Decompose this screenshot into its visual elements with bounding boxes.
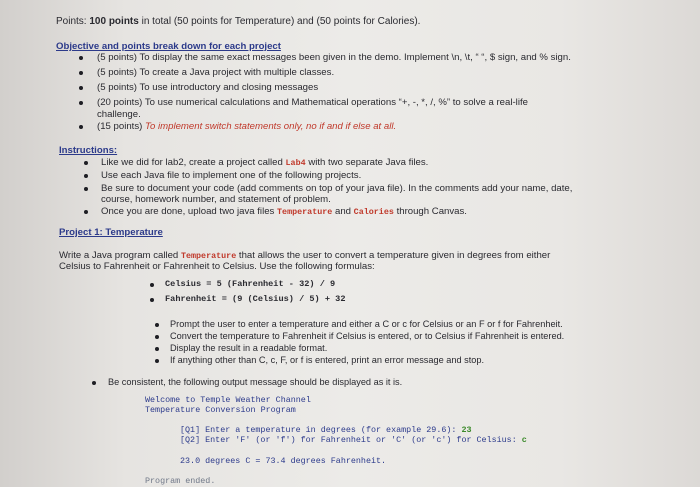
- description-text: Write a Java program called: [59, 250, 179, 261]
- bullet: [79, 71, 83, 75]
- points-label: Points:: [56, 16, 87, 27]
- user-answer: 23: [461, 425, 472, 435]
- program-name-code: Temperature: [180, 251, 237, 261]
- output-ended: Program ended.: [145, 476, 216, 486]
- instruction-item-3-cont: course, homework number, and statement of problem.: [101, 194, 331, 205]
- step-4: If anything other than C, c, F, or f is entered, print an error message and stop.: [170, 355, 485, 365]
- instruction-text: Like we did for lab2, create a project called: [101, 157, 283, 168]
- output-q1: [180, 425, 472, 435]
- step-1: Prompt the user to enter a temperature and either a C or c for Celsius or an F or f for Fahrenheit.: [170, 319, 563, 329]
- consistency-note: Be consistent, the following output message should be displayed as it is.: [108, 377, 403, 387]
- bullet: [84, 187, 88, 191]
- instruction-text: through Canvas.: [396, 206, 467, 217]
- bullet: [150, 283, 154, 287]
- step-3: Display the result in a readable format.: [170, 343, 328, 353]
- step-2: Convert the temperature to Fahrenheit if Celsius is entered, or to Celsius if Fahrenheit is entered.: [170, 331, 565, 341]
- output-welcome: Welcome to Temple Weather Channel: [145, 395, 311, 405]
- points-total: 100 points: [89, 16, 139, 27]
- bullet: [155, 347, 159, 351]
- project-name-code: Lab4: [285, 158, 306, 168]
- objective-item-3: (5 points) To use introductory and closing messages: [97, 82, 319, 93]
- objective-item-2: (5 points) To create a Java project with multiple classes.: [97, 67, 335, 78]
- file-name-code: Calories: [353, 207, 394, 217]
- instructions-heading: Instructions:: [59, 145, 118, 156]
- bullet: [79, 86, 83, 90]
- points-line: [56, 16, 420, 27]
- bullet: [84, 174, 88, 178]
- objective-item-4: (20 points) To use numerical calculations and Mathematical operations “+, -, *, /, %” to solve a real-life: [97, 97, 528, 108]
- prompt-text: [Q2] Enter 'F' (or 'f') for Fahrenheit or 'C' (or 'c') for Celsius:: [180, 435, 517, 445]
- formula-fahrenheit: Fahrenheit = (9 (Celsius) / 5) + 32: [165, 294, 346, 304]
- objective-item-4-cont: challenge.: [97, 109, 141, 120]
- bullet: [155, 359, 159, 363]
- output-program-title: Temperature Conversion Program: [145, 405, 296, 415]
- bullet: [84, 161, 88, 165]
- user-answer: c: [521, 435, 527, 445]
- bullet: [155, 335, 159, 339]
- objective-item-5-note: To implement switch statements only, no if and if else at all.: [145, 121, 397, 132]
- bullet: [155, 323, 159, 327]
- bullet: [79, 101, 83, 105]
- project1-heading: Project 1: Temperature: [59, 227, 163, 238]
- objective-heading: Objective and points break down for each project: [56, 41, 281, 52]
- instruction-text: and: [334, 206, 351, 217]
- points-breakdown: in total (50 points for Temperature) and (50 points for Calories).: [141, 16, 421, 27]
- instruction-text: with two separate Java files.: [308, 157, 429, 168]
- file-name-code: Temperature: [277, 207, 333, 217]
- output-q2: [180, 435, 527, 445]
- bullet: [79, 125, 83, 129]
- bullet: [79, 56, 83, 60]
- bullet: [150, 298, 154, 302]
- prompt-text: [Q1] Enter a temperature in degrees (for example 29.6):: [180, 425, 457, 435]
- objective-item-5-points: (15 points): [97, 121, 143, 132]
- instruction-text: Once you are done, upload two java files: [101, 206, 275, 217]
- formula-celsius: Celsius = 5 (Fahrenheit - 32) / 9: [165, 279, 336, 289]
- instruction-item-4: [101, 206, 467, 218]
- output-result: 23.0 degrees C = 73.4 degrees Fahrenheit.: [180, 456, 387, 466]
- instruction-item-2: Use each Java file to implement one of the following projects.: [101, 170, 362, 181]
- objective-item-1: (5 points) To display the same exact messages been given in the demo. Implement \n, \t, “ “, $ sign, and % sign.: [97, 52, 571, 63]
- instruction-item-3: Be sure to document your code (add comments on top of your java file). In the comments add your name, date,: [101, 183, 573, 194]
- instruction-item-1: [101, 157, 428, 169]
- objective-item-5: [97, 121, 396, 132]
- bullet: [92, 381, 96, 385]
- description-text: that allows the user to convert a temperature given in degrees from either: [238, 250, 551, 261]
- project1-description-cont: Celsius to Fahrenheit or Fahrenheit to Celsius. Use the following formulas:: [59, 261, 375, 272]
- bullet: [84, 210, 88, 214]
